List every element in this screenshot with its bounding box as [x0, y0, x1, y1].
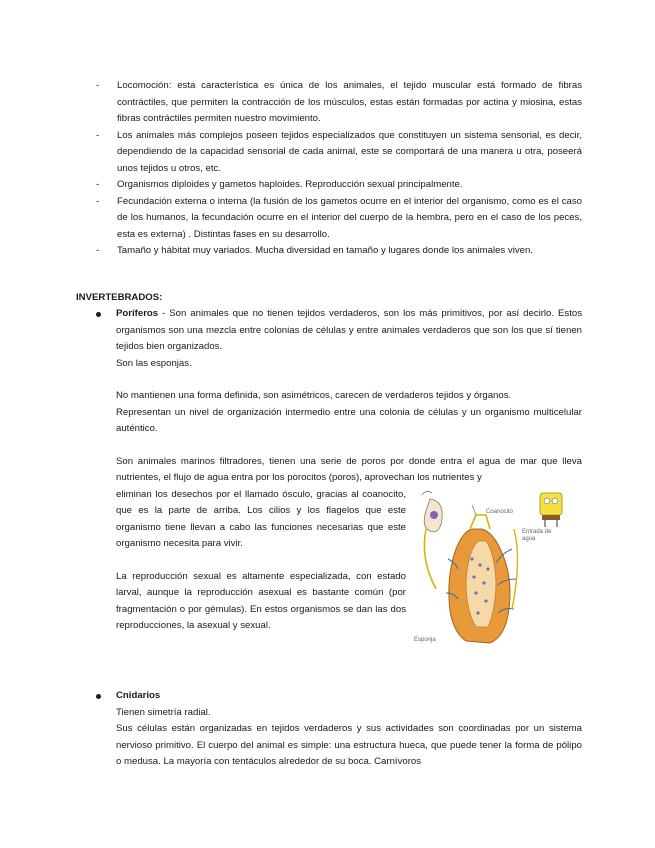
poriferos-intro: [116, 306, 582, 356]
poriferos-paragraph: La reproducción sexual es altamente especializada, con estado larval, aunque la reproducción asexual es bastante común (por fragmentación o por gémulas). En estos organismos se dan las dos reproducciones, la asexual y sexual.: [116, 570, 406, 631]
cnidarios-title: Cnidarios: [116, 690, 161, 701]
sponge-diagram: [412, 489, 582, 651]
dash-marker: -: [96, 129, 100, 141]
poriferos-paragraph: No mantienen una forma definida, son asimétricos, carecen de verdaderos tejidos y órganos.: [116, 390, 512, 401]
list-item: [96, 177, 582, 194]
list-item: [96, 78, 582, 128]
poriferos-body: [116, 306, 582, 643]
poriferos-section: [96, 306, 582, 655]
dash-marker: -: [96, 179, 100, 190]
list-item-text: Los animales más complejos poseen tejidos especializados que constituyen un sistema sensorial, es decir, dependiendo de la capacidad sensorial de cada animal, este se comportará de una manera u otra, poseerá unos tejidos u otros, etc.: [117, 129, 582, 174]
dash-marker: -: [96, 80, 100, 91]
cnidarios-title-line: [116, 688, 582, 705]
list-item: [96, 243, 582, 260]
bullet-icon: [96, 694, 101, 699]
list-item: [96, 194, 582, 244]
bullet-icon: [96, 312, 101, 317]
poriferos-intro-text: - Son animales que no tienen tejidos verdaderos, son los más primitivos, por así decirlo. Estos organismos son una mezcla entre colonias de células y entre animales verdaderos que son los que sí tienen tejidos bien organizados.: [116, 308, 582, 352]
cnidarios-section: [96, 688, 582, 771]
list-item-text: Tamaño y hábitat muy variados. Mucha diversidad en tamaño y lugares donde los animales viven.: [117, 245, 533, 256]
list-item: [96, 128, 582, 178]
poriferos-paragraph: Representan un nivel de organización intermedio entre una colonia de células y un organismo multicelular auténtico.: [116, 406, 582, 434]
list-item-text: Fecundación externa o interna (la fusión de los gametos ocurre en el interior del organismo, como es el caso de los humanos, la fecundación ocurre en el interior del cuerpo de la hembra, pero en el caso de los peces, esta es externa) . Distintas fases en su desarrollo.: [117, 195, 582, 240]
poriferos-title: Poríferos: [116, 308, 159, 319]
figure-label: Coanocito: [486, 508, 514, 515]
list-item-text: Locomoción: esta característica es única de los animales, el tejido muscular está formado de fibras contráctiles, que permiten la contracción de los músculos, estas están formadas por actina y miosina, estas fibras contráctiles permiten nuestro movimiento.: [117, 80, 582, 124]
figure-label: Esponja: [414, 636, 436, 643]
cnidarios-body: [116, 688, 582, 771]
dash-marker: -: [96, 245, 100, 256]
characteristics-list: [96, 78, 582, 260]
esponjas-line: Son las esponjas.: [116, 357, 192, 369]
cnidarios-paragraph: Tienen simetría radial.: [116, 706, 211, 718]
dash-marker: -: [96, 195, 100, 207]
poriferos-paragraph: Son animales marinos filtradores, tienen una serie de poros por donde entra el agua de mar que lleva nutrientes, el flujo de agua entra por los porocitos (poros), aprovechan los nutrientes y: [116, 455, 582, 483]
section-title: INVERTEBRADOS:: [76, 292, 163, 303]
list-item-text: Organismos diploides y gametos haploides. Reproducción sexual principalmente.: [117, 179, 463, 190]
figure-label: Entrada de agua: [522, 528, 552, 542]
poriferos-paragraph: eliminan los desechos por el llamado ósculo, gracias al coanocito, que es la parte de arriba. Los cilios y los flagelos que este organismo tiene llevan a cabo las funciones necesarias que este organismo necesita para vivir.: [116, 488, 406, 549]
cnidarios-paragraph: Sus células están organizadas en tejidos verdaderos y sus actividades son coordinadas por un sistema nervioso primitivo. El cuerpo del animal es simple: una estructura hueca, que puede tener la forma de pólipo o medusa. La mayoría con tentáculos alrededor de su boca. Carnívoros: [116, 723, 582, 767]
